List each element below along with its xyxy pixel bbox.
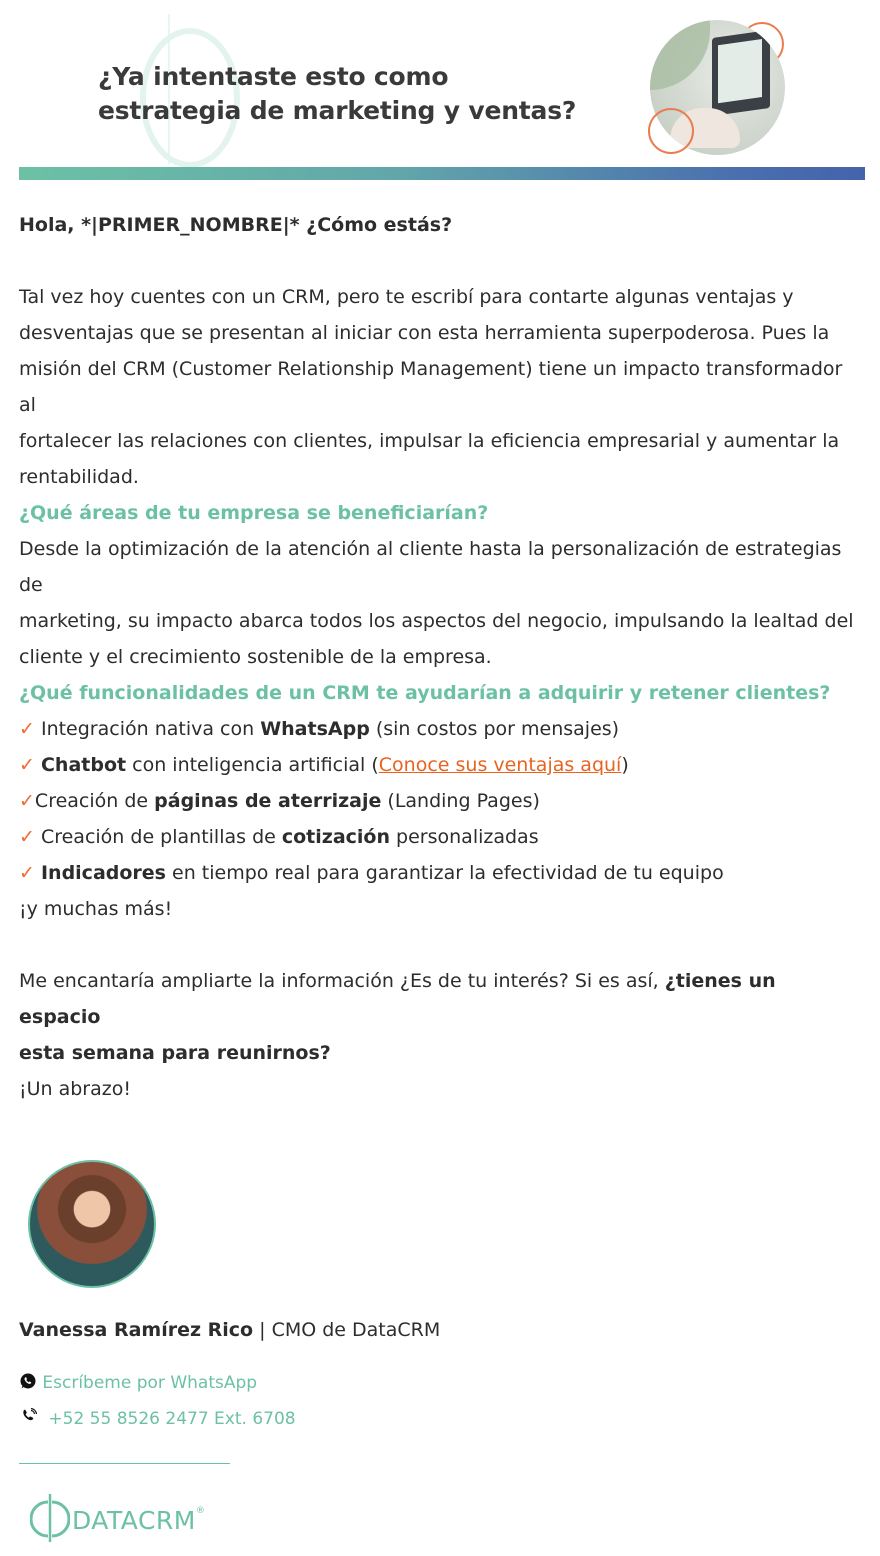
phone-icon — [19, 1408, 43, 1426]
list-item: ✓ Integración nativa con WhatsApp (sin costos por mensajes) — [19, 718, 620, 740]
greeting: Hola, *|PRIMER_NOMBRE|* ¿Cómo estás? — [19, 214, 453, 236]
decorative-ring — [648, 108, 694, 154]
signature-divider — [19, 1463, 230, 1464]
header-title-line2: estrategia de marketing y ventas? — [98, 96, 577, 125]
list-item: ✓ Indicadores en tiempo real para garantizar la efectividad de tu equipo — [19, 862, 724, 884]
intro-line: desventajas que se presentan al iniciar con esta herramienta superpoderosa. Pues la — [19, 322, 830, 344]
whatsapp-contact — [19, 1371, 257, 1395]
intro-paragraph — [19, 279, 859, 495]
signature-name: Vanessa Ramírez Rico — [19, 1319, 254, 1341]
section-heading-features: ¿Qué funcionalidades de un CRM te ayudarían a adquirir y retener clientes? — [19, 682, 831, 704]
farewell: ¡Un abrazo! — [19, 1078, 131, 1100]
section-line: Desde la optimización de la atención al cliente hasta la personalización de estrategias de — [19, 538, 842, 596]
signature-line — [19, 1312, 859, 1348]
whatsapp-icon — [19, 1372, 37, 1390]
datacrm-logo-text: DATACRM® — [72, 1506, 206, 1535]
section-heading-areas: ¿Qué áreas de tu empresa se beneficiarían? — [19, 502, 489, 524]
header-banner — [0, 0, 880, 185]
header-title-line1: ¿Ya intentaste esto como — [98, 62, 449, 91]
list-item: ✓Creación de páginas de aterrizaje (Landing Pages) — [19, 790, 540, 812]
check-icon: ✓ — [19, 718, 35, 740]
chatbot-benefits-link[interactable]: Conoce sus ventajas aquí — [378, 754, 622, 776]
check-icon: ✓ — [19, 754, 35, 776]
check-icon: ✓ — [19, 826, 35, 848]
list-item: ✓ Creación de plantillas de cotización personalizadas — [19, 826, 539, 848]
list-item: ✓ Chatbot con inteligencia artificial (Conoce sus ventajas aquí) — [19, 754, 629, 776]
header-title — [98, 60, 638, 128]
section-areas-paragraph — [19, 531, 859, 675]
phone-number: +52 55 8526 2477 Ext. 6708 — [43, 1409, 296, 1429]
intro-line: Tal vez hoy cuentes con un CRM, pero te escribí para contarte algunas ventajas y — [19, 286, 794, 308]
check-icon: ✓ — [19, 790, 35, 812]
datacrm-logo — [30, 1494, 206, 1542]
intro-line: rentabilidad. — [19, 466, 139, 488]
list-more: ¡y muchas más! — [19, 898, 173, 920]
intro-line: fortalecer las relaciones con clientes, impulsar la eficiencia empresarial y aumentar la — [19, 430, 840, 452]
accent-gradient-bar — [19, 167, 865, 180]
closing-paragraph: Me encantaría ampliarte la información ¿Es de tu interés? Si es así, ¿tienes un espacio esta semana para reunirnos? — [19, 970, 776, 1064]
phone-contact — [19, 1407, 296, 1431]
feature-list — [19, 711, 859, 927]
signature-role: | CMO de DataCRM — [253, 1319, 441, 1341]
avatar — [28, 1160, 156, 1288]
section-line: cliente y el crecimiento sostenible de la empresa. — [19, 646, 492, 668]
intro-line: misión del CRM (Customer Relationship Management) tiene un impacto transformador al — [19, 358, 843, 416]
whatsapp-link[interactable]: Escríbeme por WhatsApp — [37, 1373, 258, 1393]
check-icon: ✓ — [19, 862, 35, 884]
section-line: marketing, su impacto abarca todos los aspectos del negocio, impulsando la lealtad del — [19, 610, 854, 632]
datacrm-logo-mark — [30, 1494, 70, 1542]
